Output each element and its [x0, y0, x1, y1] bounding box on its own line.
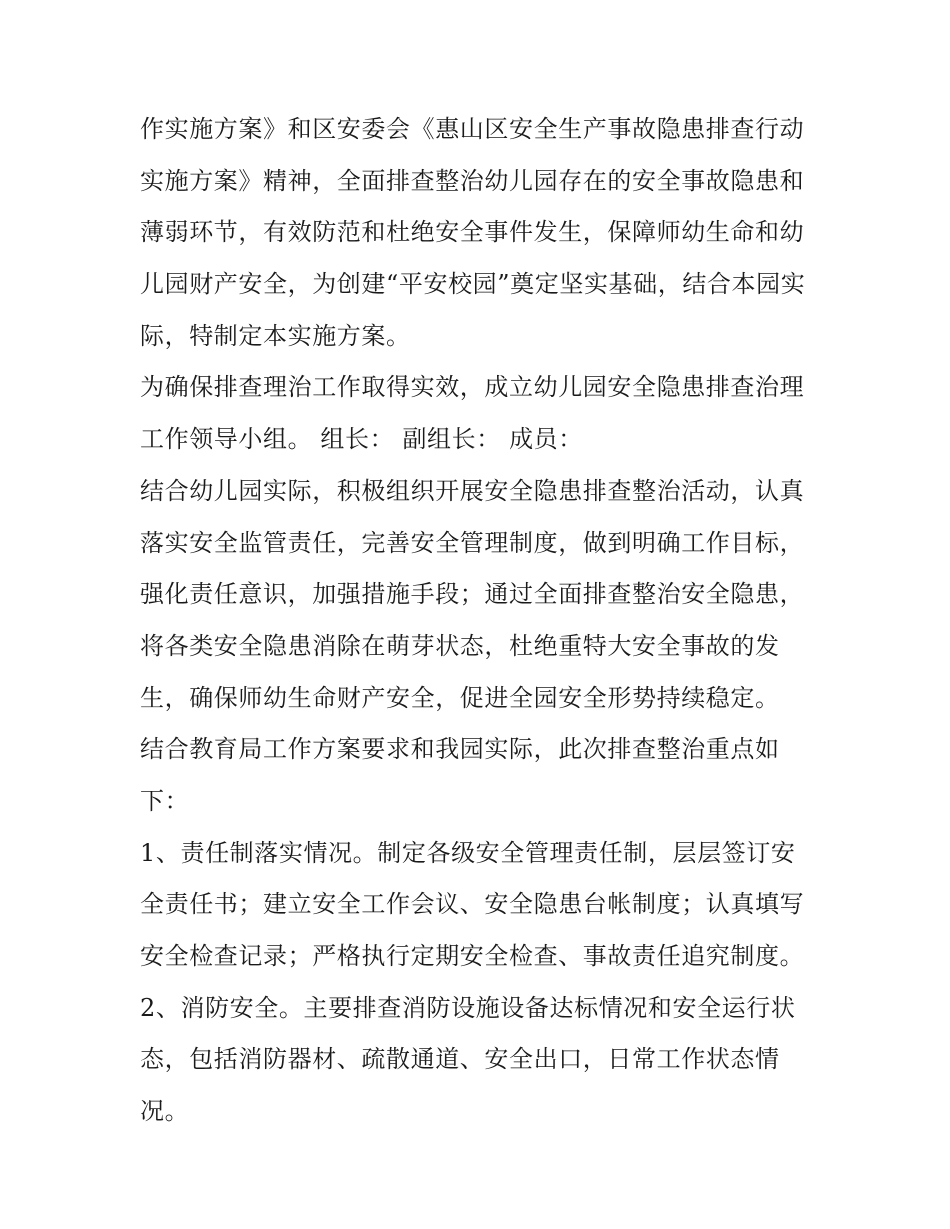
text-line: 安全检查记录；严格执行定期安全检查、事故责任追究制度。: [140, 942, 805, 970]
text-line: 全责任书；建立安全工作会议、安全隐患台帐制度；认真填写: [140, 890, 805, 919]
text-line: 况。: [140, 1097, 190, 1126]
text-line: 儿园财产安全，为创建“平安校园”奠定坚实基础，结合本园实: [140, 270, 806, 299]
text-line: 薄弱环节，有效防范和杜绝安全事件发生，保障师幼生命和幼: [140, 218, 805, 247]
text-line: 际，特制定本实施方案。: [140, 321, 411, 350]
text-line: 生，确保师幼生命财产安全，促进全园安全形势持续稳定。: [140, 683, 780, 712]
text-line: 2、消防安全。主要排查消防设施设备达标情况和安全运行状: [140, 993, 796, 1022]
text-line: 工作领导小组。 组长： 副组长： 成员：: [140, 425, 583, 454]
text-line: 落实安全监管责任，完善安全管理制度，做到明确工作目标，: [140, 528, 805, 557]
text-line: 为确保排查理治工作取得实效，成立幼儿园安全隐患排查治理: [140, 373, 805, 402]
text-line: 实施方案》精神，全面排查整治幼儿园存在的安全事故隐患和: [140, 166, 805, 195]
text-line: 作实施方案》和区安委会《惠山区安全生产事故隐患排查行动: [140, 115, 805, 143]
text-line: 结合教育局工作方案要求和我园实际，此次排查整治重点如: [140, 735, 780, 764]
text-line: 下：: [140, 786, 190, 815]
text-line: 将各类安全隐患消除在萌芽状态，杜绝重特大安全事故的发: [140, 631, 780, 660]
text-line: 态，包括消防器材、疏散通道、安全出口，日常工作状态情: [140, 1045, 780, 1074]
document-body: [140, 104, 820, 1138]
text-line: 1、责任制落实情况。制定各级安全管理责任制，层层签订安: [140, 838, 796, 867]
text-line: 强化责任意识，加强措施手段；通过全面排查整治安全隐患，: [140, 580, 805, 609]
text-line: 结合幼儿园实际，积极组织开展安全隐患排查整治活动，认真: [140, 476, 805, 505]
